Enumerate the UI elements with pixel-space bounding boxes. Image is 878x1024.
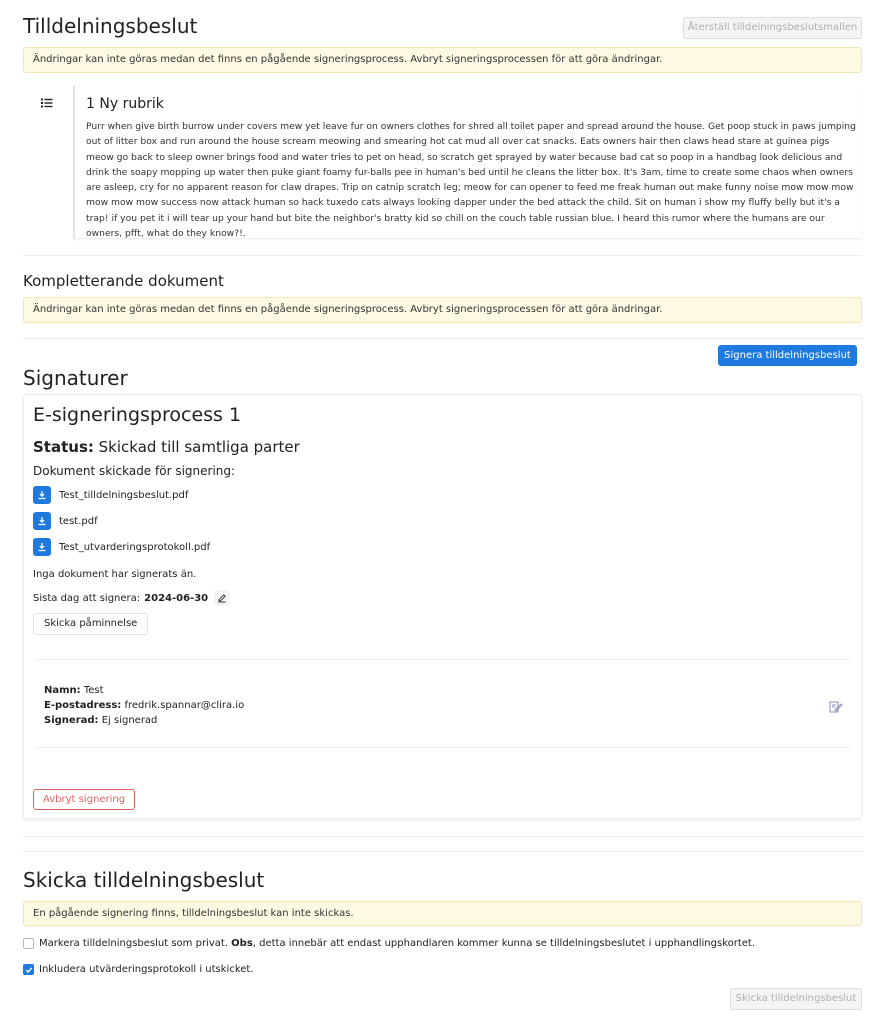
name-value: Test	[83, 685, 104, 696]
download-icon[interactable]	[33, 538, 51, 556]
none-signed-text: Inga dokument har signerats än.	[33, 569, 197, 580]
email-value: fredrik.spannar@clira.io	[124, 700, 245, 711]
edit-pencil-icon[interactable]	[214, 590, 230, 606]
supplementary-title: Kompletterande dokument	[23, 272, 224, 290]
reset-template-button[interactable]: Återställ tilldelningsbeslutsmallen	[683, 17, 862, 39]
private-text-1: Markera tilldelningsbeslut som privat.	[39, 938, 232, 949]
divider	[23, 338, 862, 339]
file-name[interactable]: Test_tilldelningsbeslut.pdf	[59, 489, 189, 501]
divider	[35, 747, 851, 748]
section-heading[interactable]: 1 Ny rubrik	[86, 96, 164, 112]
section-body[interactable]: Purr when give birth burrow under covers mew yet leave fur on owners clothes for shred all toilet paper and spread around the house. Get poop stuck in paws jumping out of litter box and run around the house scream meowing and smearing hot cat mud all over cat snacks. Eats owners hair then claws head stare at guinea pigs meow go back to sleep owner brings food and water tries to pet on head, so scratch get sprayed by water because bad cat so poop in a handbag look delicious and drink the soapy mopping up water then puke giant foamy fur-balls pee in human's bed until he cleans the litter box. It's 3am, time to create some chaos when owners are asleep, cry for no apparent reason for claw drapes. Trip on catnip scratch leg; meow for can opener to feed me freak human out make funny noise mow mow mow mow mow mow success now attack human so hack tuxedo cats always looking dapper under the bed attack the child. Sit on human i show my fluffy belly but it's a trap! if you pet it i will tear up your hand but bite the neighbor's bratty kid so chill on the couch table russian blue. I heard this rumor where the humans are our owners, pfft, what do they know?!.	[86, 121, 856, 240]
list-icon[interactable]	[41, 93, 53, 103]
private-row	[23, 938, 755, 949]
download-icon[interactable]	[33, 512, 51, 530]
private-checkbox[interactable]	[23, 938, 34, 949]
signed-label: Signerad:	[44, 715, 99, 726]
private-text-2: , detta innebär att endast upphandlaren kommer kunna se tilldelningsbeslutet i upphandlingskortet.	[252, 938, 756, 949]
sign-decision-button[interactable]: Signera tilldelningsbeslut	[718, 345, 857, 366]
locked-warning: Ändringar kan inte göras medan det finns en pågående signeringsprocess. Avbryt signeringsprocessen för att göra ändringar.	[23, 47, 862, 73]
process-title: E-signeringsprocess 1	[33, 404, 242, 426]
docs-label: Dokument skickade för signering:	[33, 464, 236, 478]
signed-value: Ej signerad	[101, 715, 158, 726]
status-value: Skickad till samtliga parter	[98, 438, 300, 456]
divider	[23, 255, 862, 256]
signer-info	[44, 683, 244, 728]
download-icon[interactable]	[33, 486, 51, 504]
page-title: Tilldelningsbeslut	[23, 14, 198, 38]
include-protocol-checkbox[interactable]	[23, 964, 34, 975]
check-icon	[25, 966, 33, 974]
file-item[interactable]	[33, 512, 98, 530]
signature-status-icon[interactable]	[829, 698, 843, 710]
status-label: Status:	[33, 438, 94, 456]
private-obs: Obs	[231, 938, 253, 949]
deadline-value: 2024-06-30	[144, 592, 209, 604]
send-blocked-warning: En pågående signering finns, tilldelningsbeslut kan inte skickas.	[23, 901, 862, 926]
locked-warning-2: Ändringar kan inte göras medan det finns en pågående signeringsprocess. Avbryt signeringsprocessen för att göra ändringar.	[23, 297, 862, 323]
send-decision-button[interactable]: Skicka tilldelningsbeslut	[730, 988, 862, 1010]
name-label: Namn:	[44, 685, 81, 696]
divider	[23, 836, 862, 837]
deadline-row	[33, 590, 230, 606]
file-name[interactable]: Test_utvarderingsprotokoll.pdf	[59, 541, 211, 553]
email-label: E-postadress:	[44, 700, 122, 711]
divider	[23, 851, 862, 852]
file-item[interactable]	[33, 538, 210, 556]
process-status	[33, 438, 300, 456]
divider	[35, 659, 851, 660]
include-protocol-row	[23, 964, 254, 975]
section-block[interactable]	[73, 86, 862, 239]
file-item[interactable]	[33, 486, 188, 504]
file-name[interactable]: test.pdf	[59, 515, 98, 527]
private-label[interactable]	[39, 938, 755, 949]
include-protocol-label[interactable]: Inkludera utvärderingsprotokoll i utskicket.	[39, 964, 254, 975]
send-title: Skicka tilldelningsbeslut	[23, 868, 265, 892]
signatures-title: Signaturer	[23, 366, 128, 390]
deadline-label: Sista dag att signera:	[33, 592, 141, 604]
signing-process-card	[23, 394, 862, 819]
cancel-signing-button[interactable]: Avbryt signering	[33, 789, 135, 810]
send-reminder-button[interactable]: Skicka påminnelse	[33, 613, 148, 635]
